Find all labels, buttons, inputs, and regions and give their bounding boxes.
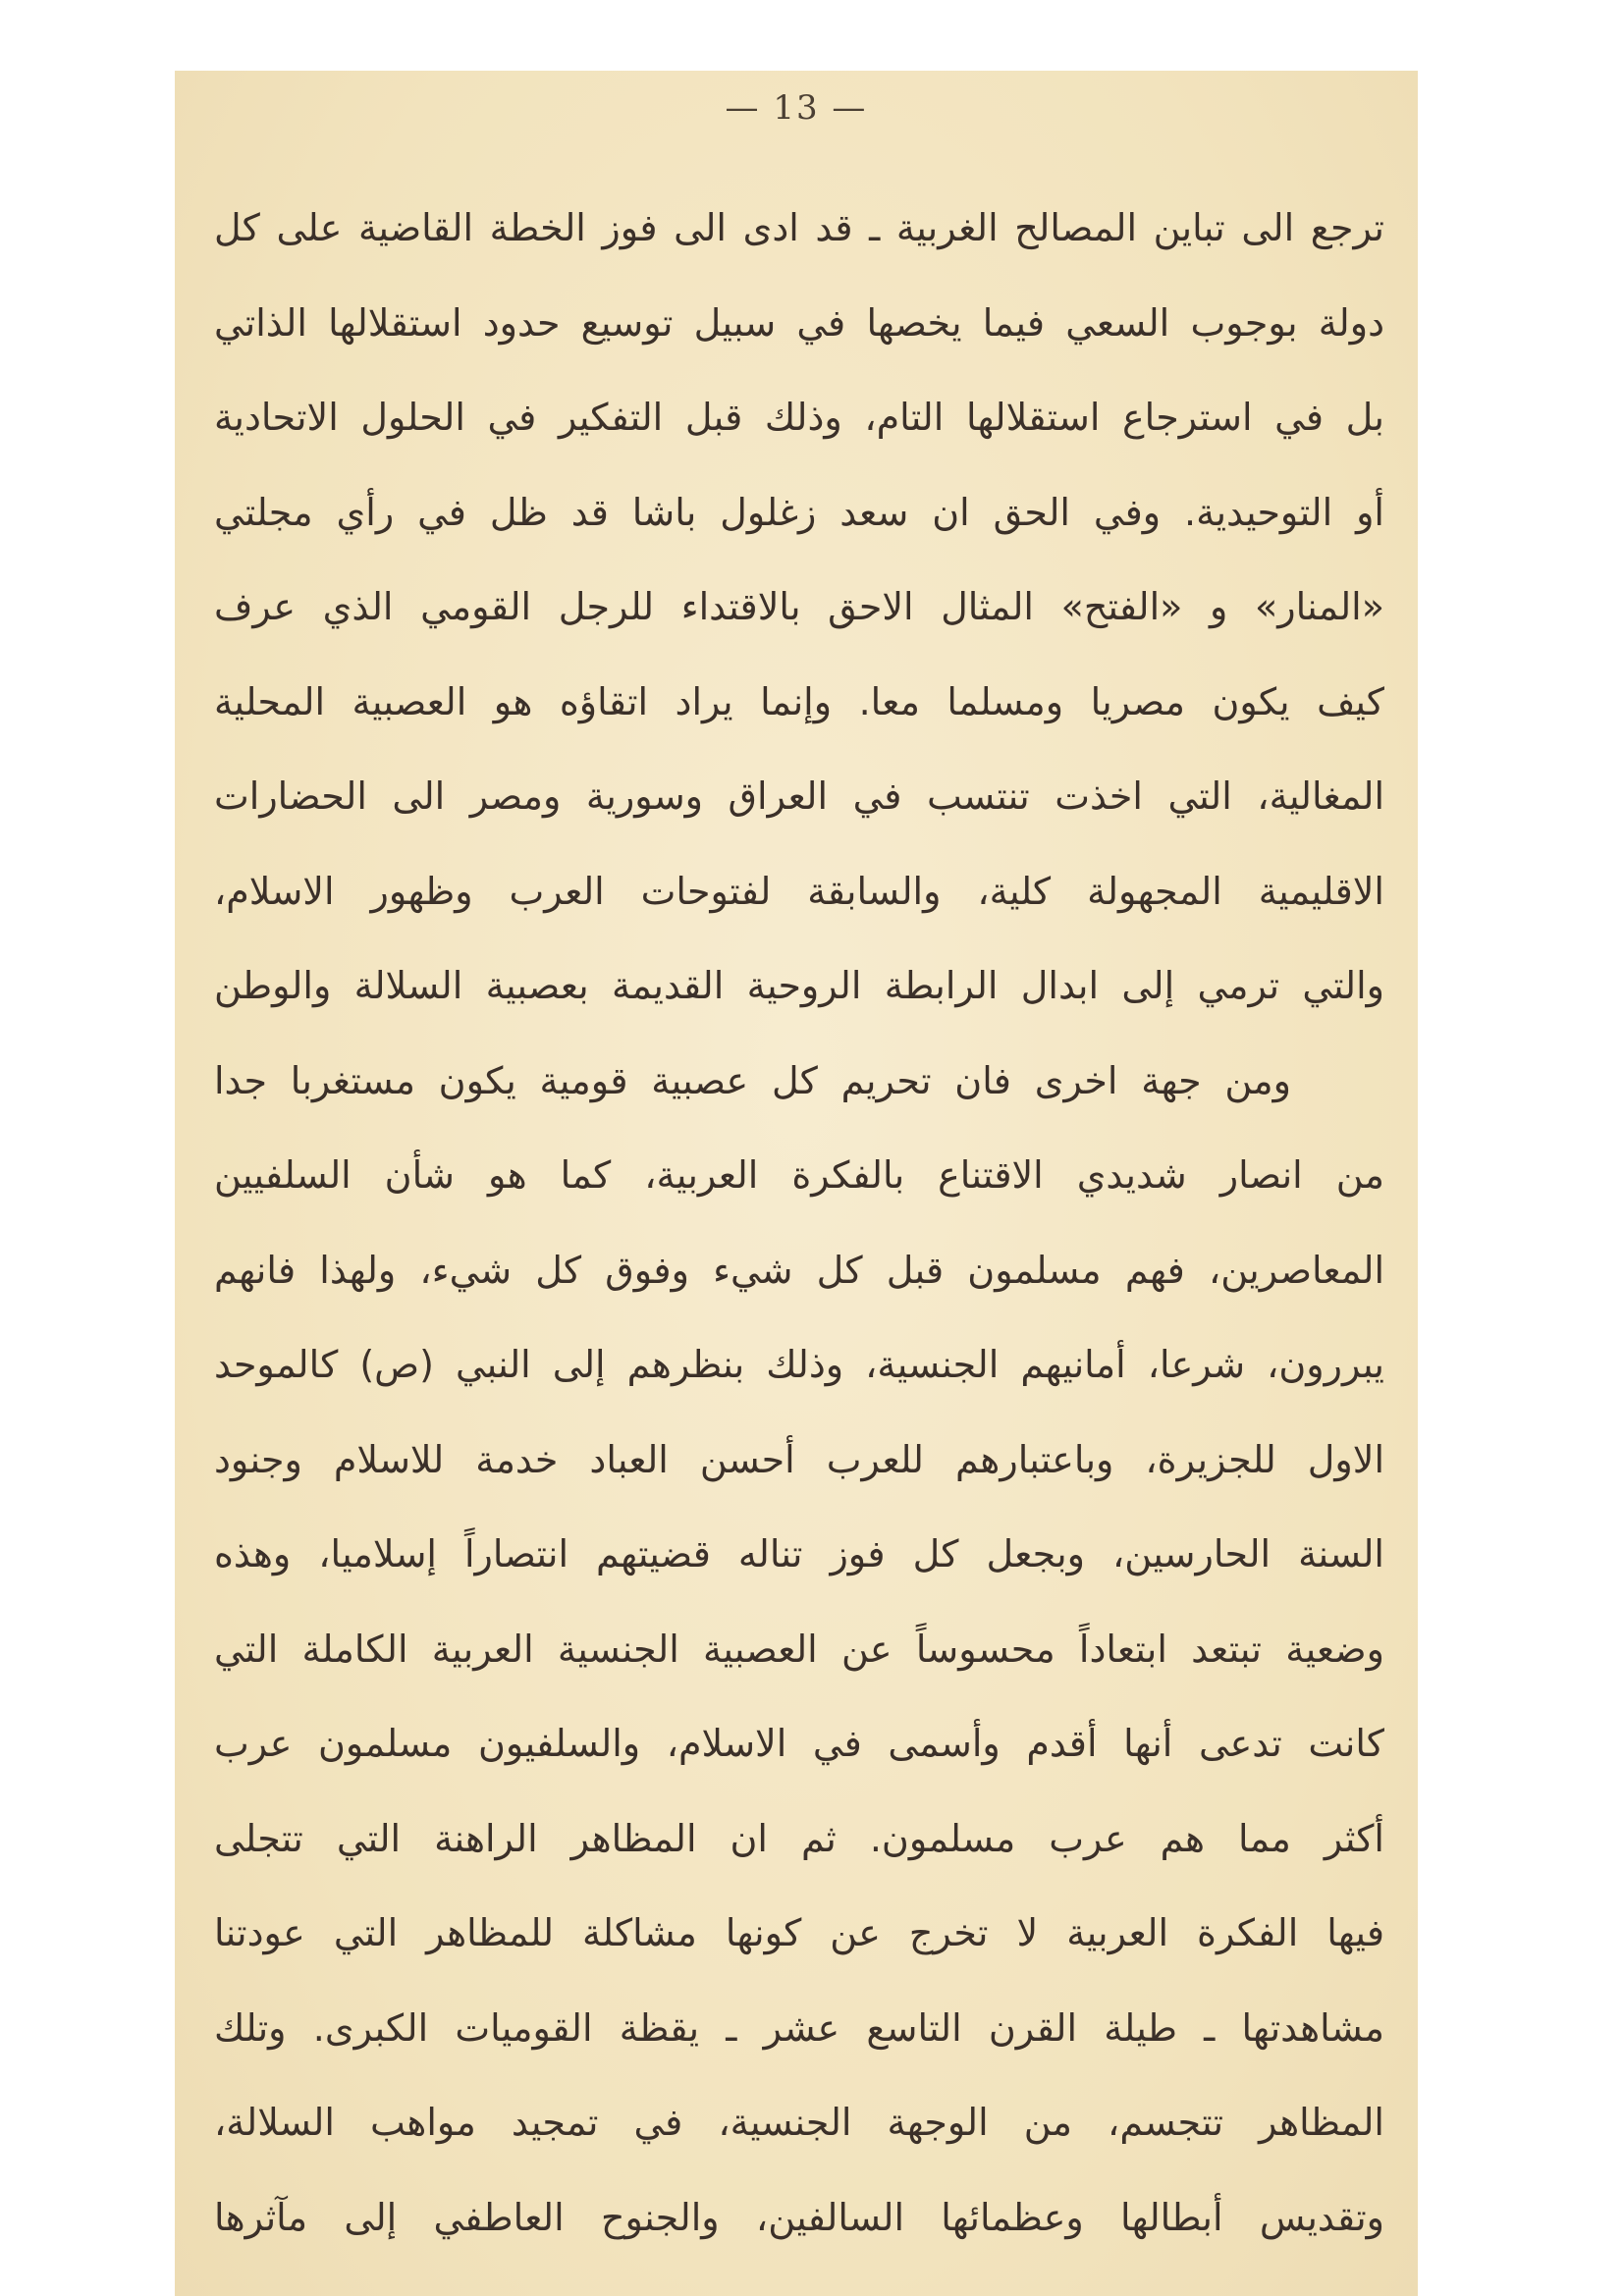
body-text — [214, 181, 1384, 2265]
text-line: أكثر مما هم عرب مسلمون. ثم ان المظاهر الراهنة التي تتجلى — [214, 1816, 1384, 1860]
text-line: من انصار شديدي الاقتناع بالفكرة العربية، كما هو شأن السلفيين — [214, 1153, 1384, 1197]
text-line: الاول للجزيرة، وباعتبارهم للعرب أحسن العباد خدمة للاسلام وجنود — [214, 1437, 1384, 1481]
text-line: المغالية، التي اخذت تنتسب في العراق وسورية ومصر الى الحضارات — [214, 774, 1384, 818]
text-line: ترجع الى تباين المصالح الغربية ـ قد ادى الى فوز الخطة القاضية على كل — [214, 206, 1384, 249]
text-line: «المنار» و «الفتح» المثال الاحق بالاقتداء للرجل القومي الذي عرف — [214, 585, 1384, 628]
text-line: دولة بوجوب السعي فيما يخصها في سبيل توسيع حدود استقلالها الذاتي — [214, 300, 1384, 345]
text-line: أو التوحيدية. وفي الحق ان سعد زغلول باشا قد ظل في رأي مجلتي — [214, 490, 1384, 534]
text-line: كانت تدعى أنها أقدم وأسمى في الاسلام، والسلفيون مسلمون عرب — [214, 1722, 1384, 1765]
text-line: المظاهر تتجسم، من الوجهة الجنسية، في تمجيد مواهب السلالة، — [214, 2101, 1384, 2144]
text-line: والتي ترمي إلى ابدال الرابطة الروحية القديمة بعصبية السلالة والوطن — [214, 964, 1384, 1007]
text-line: فيها الفكرة العربية لا تخرج عن كونها مشاكلة للمظاهر التي عودتنا — [214, 1911, 1384, 1954]
text-line: بل في استرجاع استقلالها التام، وذلك قبل التفكير في الحلول الاتحادية — [214, 396, 1384, 439]
text-line: السنة الحارسين، وبجعل كل فوز تناله قضيتهم انتصاراً إسلاميا، وهذه — [214, 1532, 1384, 1575]
text-line: وتقديس أبطالها وعظمائها السالفين، والجنوح العاطفي إلى مآثرها — [214, 2195, 1384, 2239]
page-number: — 13 — — [725, 88, 868, 128]
text-line: يبررون، شرعا، أمانيهم الجنسية، وذلك بنظرهم إلى النبي (ص) كالموحد — [214, 1343, 1384, 1386]
text-line: وضعية تبتعد ابتعاداً محسوساً عن العصبية الجنسية العربية الكاملة التي — [214, 1627, 1384, 1671]
text-line: المعاصرين، فهم مسلمون قبل كل شيء وفوق كل شيء، ولهذا فانهم — [214, 1248, 1384, 1292]
text-line: مشاهدتها ـ طيلة القرن التاسع عشر ـ يقظة القوميات الكبرى. وتلك — [214, 2005, 1384, 2050]
paragraph-start-line: ومن جهة اخرى فان تحريم كل عصبية قومية يكون مستغربا جدا — [214, 1058, 1291, 1102]
text-line: الاقليمية المجهولة كلية، والسابقة لفتوحات العرب وظهور الاسلام، — [214, 869, 1384, 913]
text-line: كيف يكون مصريا ومسلما معا. وإنما يراد اتقاؤه هو العصبية المحلية — [214, 679, 1384, 723]
book-page — [175, 71, 1418, 2296]
